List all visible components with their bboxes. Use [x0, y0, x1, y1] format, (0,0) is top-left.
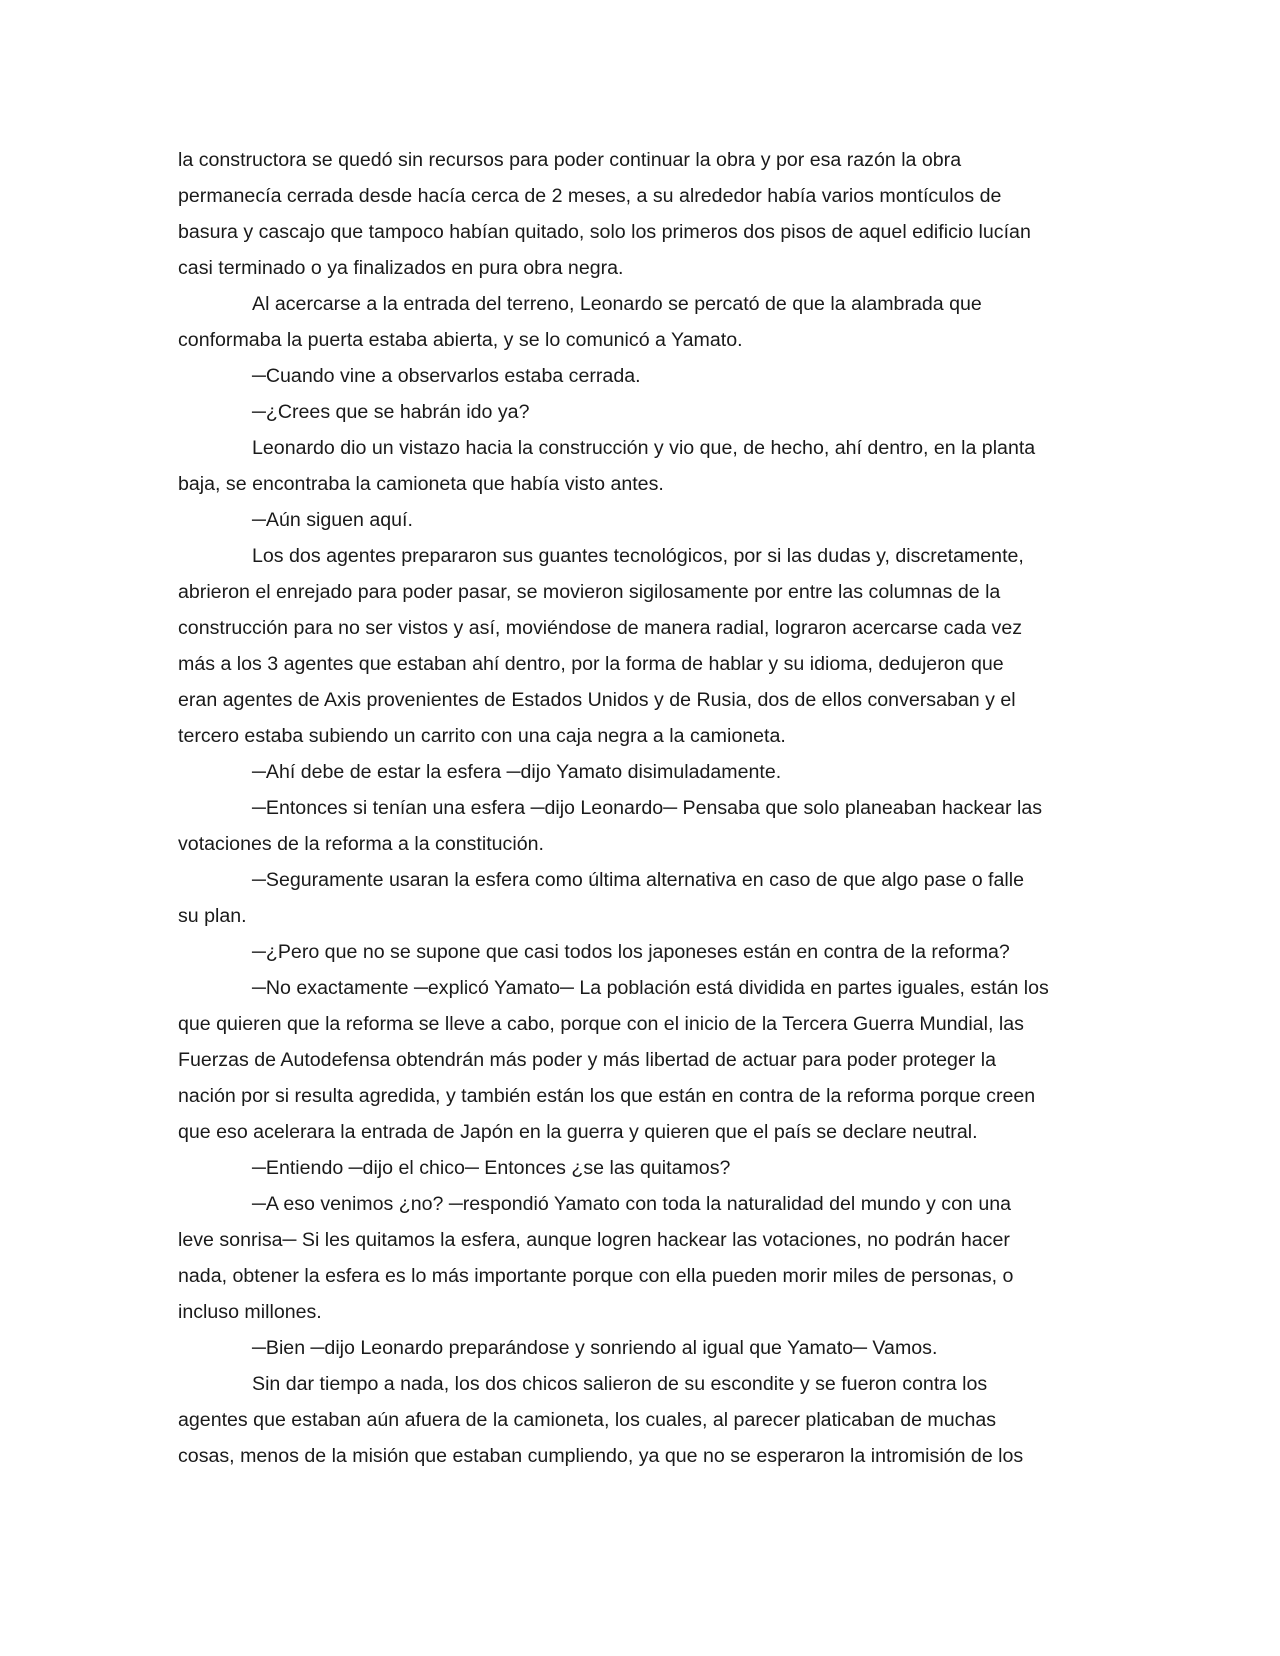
paragraph [178, 142, 1113, 286]
text-line: Sin dar tiempo a nada, los dos chicos salieron de su escondite y se fueron contra los [252, 1373, 988, 1395]
paragraph [178, 1150, 1113, 1186]
text-line: ─¿Crees que se habrán ido ya? [252, 401, 530, 423]
text-line: abrieron el enrejado para poder pasar, se movieron sigilosamente por entre las columnas de la [178, 581, 1001, 603]
paragraph [178, 754, 1113, 790]
text-line: incluso millones. [178, 1301, 322, 1323]
text-line: ─Cuando vine a observarlos estaba cerrada. [252, 365, 641, 387]
text-line: ─Aún siguen aquí. [252, 509, 413, 531]
text-line: conformaba la puerta estaba abierta, y se lo comunicó a Yamato. [178, 329, 743, 351]
paragraph [178, 1186, 1113, 1330]
text-line: que eso acelerara la entrada de Japón en la guerra y quieren que el país se declare neutral. [178, 1121, 978, 1143]
text-line: casi terminado o ya finalizados en pura obra negra. [178, 257, 624, 279]
text-line: ─No exactamente ─explicó Yamato─ La población está dividida en partes iguales, están los [252, 977, 1049, 999]
text-line: la constructora se quedó sin recursos para poder continuar la obra y por esa razón la obra [178, 149, 962, 171]
text-line: ─A eso venimos ¿no? ─respondió Yamato con toda la naturalidad del mundo y con una [252, 1193, 1012, 1215]
text-line: ─Entiendo ─dijo el chico─ Entonces ¿se las quitamos? [252, 1157, 731, 1179]
text-line: permanecía cerrada desde hacía cerca de 2 meses, a su alrededor había varios montículos de [178, 185, 1002, 207]
text-line: Fuerzas de Autodefensa obtendrán más poder y más libertad de actuar para poder proteger la [178, 1049, 997, 1071]
paragraph [178, 934, 1113, 970]
text-line: que quieren que la reforma se lleve a cabo, porque con el inicio de la Tercera Guerra Mundial, las [178, 1013, 1024, 1035]
text-line: ─¿Pero que no se supone que casi todos los japoneses están en contra de la reforma? [252, 941, 1010, 963]
paragraph [178, 862, 1113, 934]
text-line: ─Entonces si tenían una esfera ─dijo Leonardo─ Pensaba que solo planeaban hackear las [252, 797, 1043, 819]
text-line: leve sonrisa─ Si les quitamos la esfera, aunque logren hackear las votaciones, no podrán hacer [178, 1229, 1010, 1251]
text-line: su plan. [178, 905, 247, 927]
paragraph [178, 538, 1113, 754]
text-line: tercero estaba subiendo un carrito con una caja negra a la camioneta. [178, 725, 786, 747]
text-line: Al acercarse a la entrada del terreno, Leonardo se percató de que la alambrada que [252, 293, 982, 315]
text-line: Leonardo dio un vistazo hacia la construcción y vio que, de hecho, ahí dentro, en la planta [252, 437, 1036, 459]
body-text [178, 142, 1113, 1474]
paragraph [178, 286, 1113, 358]
paragraph [178, 394, 1113, 430]
text-line: ─Bien ─dijo Leonardo preparándose y sonriendo al igual que Yamato─ Vamos. [252, 1337, 938, 1359]
paragraph [178, 430, 1113, 502]
paragraph [178, 1330, 1113, 1366]
text-line: ─Seguramente usaran la esfera como última alternativa en caso de que algo pase o falle [252, 869, 1024, 891]
text-line: construcción para no ser vistos y así, moviéndose de manera radial, lograron acercarse cada vez [178, 617, 1023, 639]
paragraph [178, 970, 1113, 1150]
text-line: cosas, menos de la misión que estaban cumpliendo, ya que no se esperaron la intromisión de los [178, 1445, 1024, 1467]
text-line: eran agentes de Axis provenientes de Estados Unidos y de Rusia, dos de ellos conversaban y el [178, 689, 1016, 711]
text-line: votaciones de la reforma a la constitución. [178, 833, 544, 855]
text-line: nación por si resulta agredida, y también están los que están en contra de la reforma porque creen [178, 1085, 1036, 1107]
paragraph [178, 502, 1113, 538]
paragraph [178, 790, 1113, 862]
text-line: basura y cascajo que tampoco habían quitado, solo los primeros dos pisos de aquel edificio lucían [178, 221, 1031, 243]
paragraph [178, 358, 1113, 394]
text-line: más a los 3 agentes que estaban ahí dentro, por la forma de hablar y su idioma, dedujeron que [178, 653, 1004, 675]
text-line: nada, obtener la esfera es lo más importante porque con ella pueden morir miles de personas, o [178, 1265, 1014, 1287]
text-line: Los dos agentes prepararon sus guantes tecnológicos, por si las dudas y, discretamente, [252, 545, 1024, 567]
paragraph [178, 1366, 1113, 1474]
text-line: ─Ahí debe de estar la esfera ─dijo Yamato disimuladamente. [252, 761, 782, 783]
text-line: agentes que estaban aún afuera de la camioneta, los cuales, al parecer platicaban de muchas [178, 1409, 997, 1431]
text-line: baja, se encontraba la camioneta que había visto antes. [178, 473, 664, 495]
